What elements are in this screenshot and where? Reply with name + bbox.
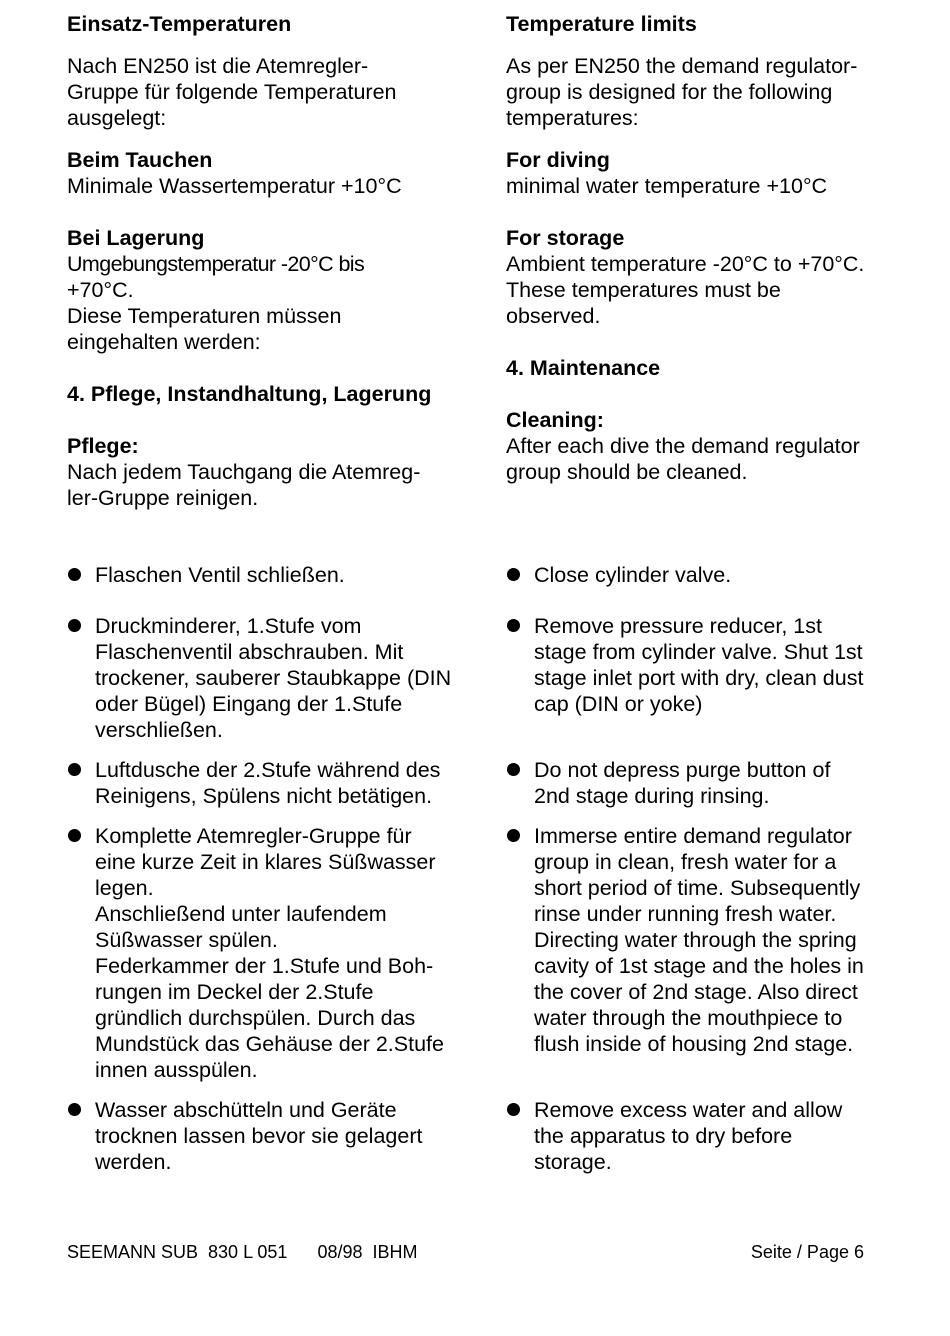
- list-item: Wasser abschütteln und Geräte trocknen lassen bevor sie gelagert werden.: [67, 1097, 487, 1175]
- list-item: Close cylinder valve.: [506, 562, 926, 588]
- diving-text-en: minimal water temperature +10°C: [506, 174, 828, 198]
- german-temperature-section: [67, 11, 487, 511]
- heading-maintenance: 4. Maintenance: [506, 356, 661, 380]
- list-item: Luftdusche der 2.Stufe während des Reinigens, Spülens nicht betätigen.: [67, 757, 487, 809]
- bullet-icon: [68, 568, 81, 581]
- intro-paragraph-en: As per EN250 the demand regulator- group is designed for the following temperatures:: [506, 54, 858, 130]
- list-item: Remove pressure reducer, 1st stage from cylinder valve. Shut 1st stage inlet port with dry, clean dust cap (DIN or yoke): [506, 613, 926, 717]
- bullet-icon: [507, 619, 520, 632]
- list-item: Flaschen Ventil schließen.: [67, 562, 487, 588]
- list-item: Komplette Atemregler-Gruppe für eine kurze Zeit in klares Süßwasser legen. Anschließend unter laufendem Süßwasser spülen. Federkammer der 1.Stufe und Boh- rungen im Deckel der 2.Stufe gründlich durchspülen. Durch das Mundstück das Gehäuse der 2.Stufe innen ausspülen.: [67, 823, 487, 1083]
- list-item: Remove excess water and allow the apparatus to dry before storage.: [506, 1097, 926, 1175]
- heading-for-diving: For diving: [506, 148, 610, 172]
- cleaning-text-en: After each dive the demand regulator group should be cleaned.: [506, 434, 860, 484]
- bullet-icon: [68, 619, 81, 632]
- heading-einsatz-temperaturen: Einsatz-Temperaturen: [67, 12, 292, 36]
- intro-paragraph-de: Nach EN250 ist die Atemregler- Gruppe für folgende Temperaturen ausgelegt:: [67, 54, 397, 130]
- footer-document-id: SEEMANN SUB 830 L 051 08/98 IBHM: [67, 1242, 418, 1262]
- list-item: Immerse entire demand regulator group in clean, fresh water for a short period of time. Subsequently rinse under running fresh water. Directing water through the spring cavity of 1st stage and the holes in the cover of 2nd stage. Also direct water through the mouthpiece to flush inside of housing 2nd stage.: [506, 823, 926, 1057]
- english-bullet-list: [506, 562, 926, 1175]
- list-item: Druckminderer, 1.Stufe vom Flaschenventil abschrauben. Mit trockener, sauberer Staubkappe (DIN oder Bügel) Eingang der 1.Stufe verschließen.: [67, 613, 487, 743]
- english-temperature-section: [506, 11, 926, 485]
- heading-pflege-instandhaltung: 4. Pflege, Instandhaltung, Lagerung: [67, 382, 432, 406]
- storage-text-de: Umgebungstemperatur -20°C bis +70°C. Diese Temperaturen müssen eingehalten werden:: [67, 252, 365, 354]
- storage-text-en: Ambient temperature -20°C to +70°C. These temperatures must be observed.: [506, 252, 865, 328]
- heading-pflege: Pflege:: [67, 434, 139, 458]
- heading-temperature-limits: Temperature limits: [506, 12, 697, 36]
- bullet-icon: [68, 829, 81, 842]
- bullet-icon: [507, 829, 520, 842]
- footer-page-number: Seite / Page 6: [750, 1242, 864, 1262]
- list-item: Do not depress purge button of 2nd stage during rinsing.: [506, 757, 926, 809]
- german-bullet-list: [67, 562, 487, 1175]
- bullet-icon: [68, 1103, 81, 1116]
- bullet-icon: [68, 763, 81, 776]
- bullet-icon: [507, 1103, 520, 1116]
- heading-cleaning: Cleaning:: [506, 408, 604, 432]
- bullet-icon: [507, 763, 520, 776]
- heading-for-storage: For storage: [506, 226, 625, 250]
- heading-bei-lagerung: Bei Lagerung: [67, 226, 205, 250]
- cleaning-text-de: Nach jedem Tauchgang die Atemreg- ler-Gruppe reinigen.: [67, 460, 421, 510]
- heading-beim-tauchen: Beim Tauchen: [67, 148, 213, 172]
- bullet-icon: [507, 568, 520, 581]
- diving-text-de: Minimale Wassertemperatur +10°C: [67, 174, 402, 198]
